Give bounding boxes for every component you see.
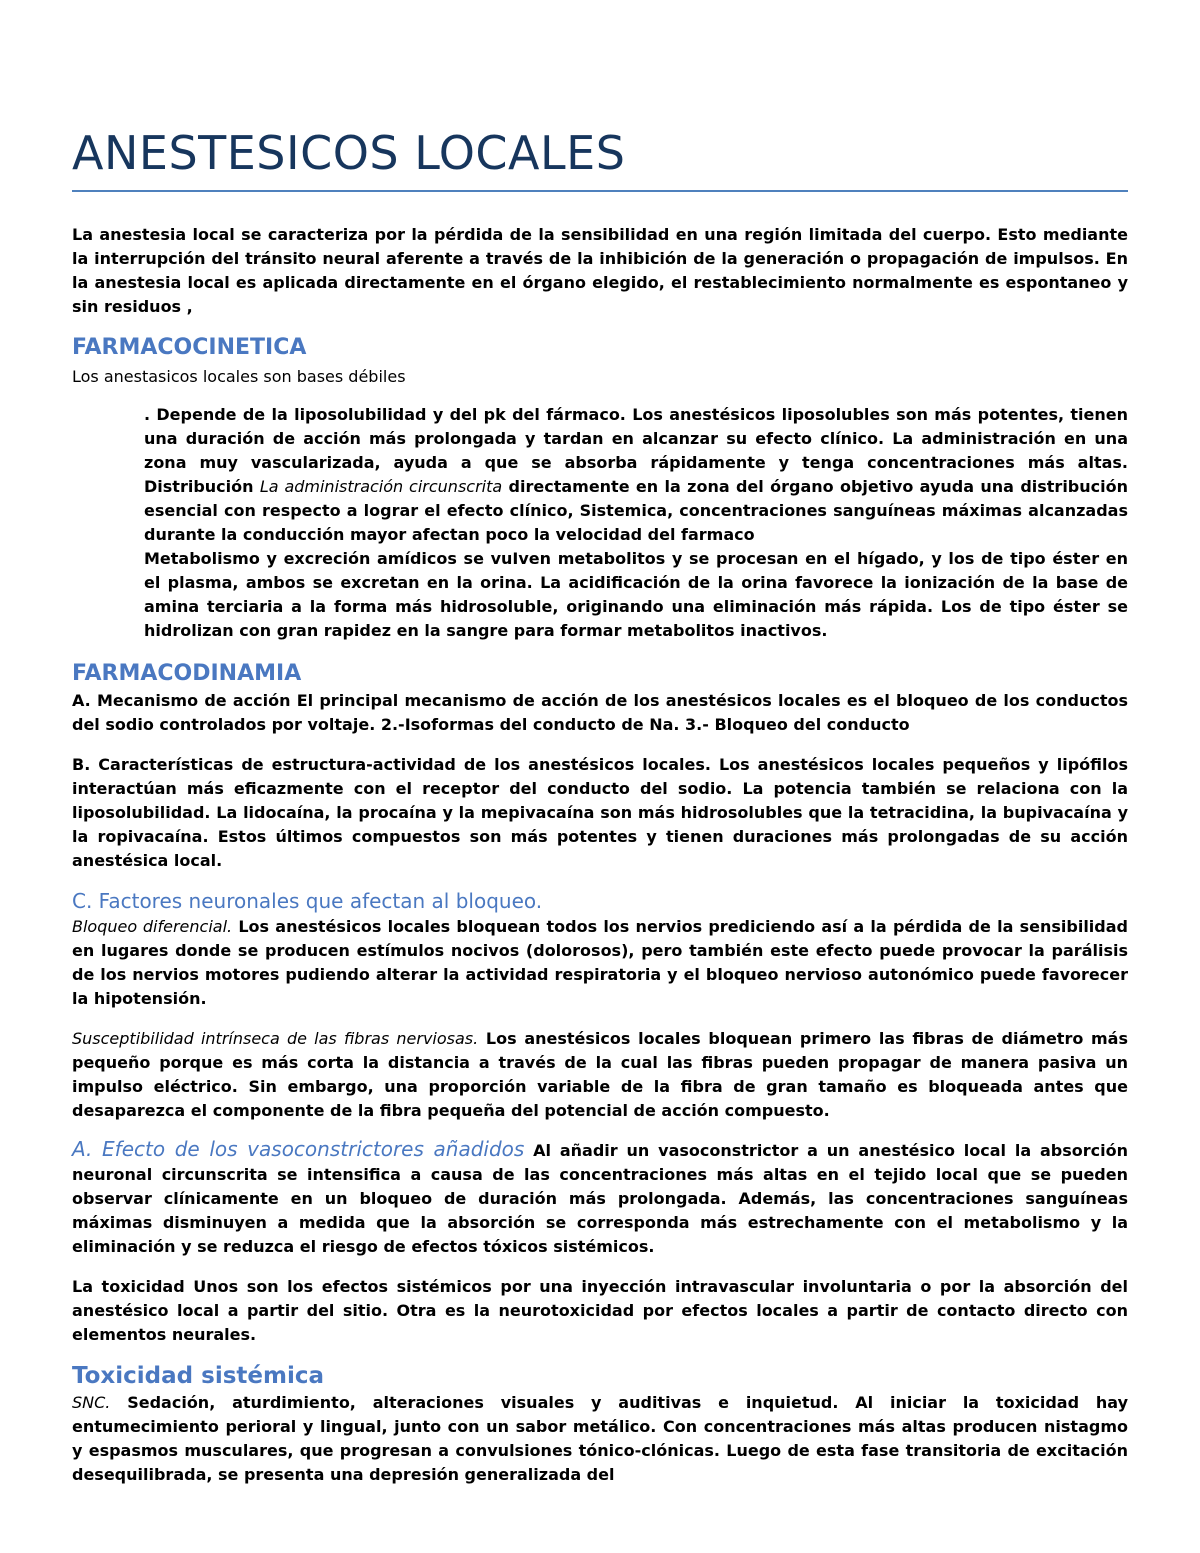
farmacocinetica-paragraph-1 [144, 403, 1128, 547]
farmacocinetica-p1-italic: La administración circunscrita [259, 477, 503, 496]
farmacodinamia-paragraph-a: A. Mecanismo de acción El principal mecanismo de acción de los anestésicos locales es el bloqueo de los conductos del sodio controlados por voltaje. 2.-Isoformas del conducto de Na. 3.- Bloqueo del conducto [72, 691, 1128, 734]
vasoconstrictores-text: Al añadir un vasoconstrictor a un anestésico local la absorción neuronal circunscrita se intensifica a causa de las concentraciones más altas en el tejido local que se pueden observar clínicamente en un bloqueo de duración más prolongada. Además, las concentraciones sanguíneas máximas disminuyen a medida que la absorción se corresponda más estrechamente con el metabolismo y la eliminación y se reduzca el riesgo de efectos tóxicos sistémicos. [72, 1141, 1128, 1256]
document-page [72, 118, 1128, 1487]
intro-paragraph: La anestesia local se caracteriza por la pérdida de la sensibilidad en una región limitada del cuerpo. Esto mediante la interrupción del tránsito neural aferente a través de la inhibición de la generación o propagación de impulsos. En la anestesia local es aplicada directamente en el órgano elegido, el restablecimiento normalmente es espontaneo y sin residuos , [72, 225, 1128, 316]
vasoconstrictores-paragraph [72, 1137, 1128, 1259]
farmacocinetica-body [144, 403, 1128, 643]
factores-paragraph-2 [72, 1027, 1128, 1123]
toxicidad-sistemica-italic: SNC. [72, 1393, 111, 1412]
toxicidad-sistemica-heading: Toxicidad sistémica [72, 1363, 324, 1389]
factores-p1-italic: Bloqueo diferencial. [72, 917, 233, 936]
farmacodinamia-paragraph-b: B. Características de estructura-actividad de los anestésicos locales. Los anestésicos locales pequeños y lipófilos interactúan más eficazmente con el receptor del conducto del sodio. La potencia también se relaciona con la liposolubilidad. La lidocaína, la procaína y la mepivacaína son más hidrosolubles que la tetracidina, la bupivacaína y la ropivacaína. Estos últimos compuestos son más potentes y tienen duraciones más prolongadas de su acción anestésica local. [72, 755, 1128, 870]
farmacocinetica-p1-text-a: . Depende de la liposolubilidad y del pk del fármaco. Los anestésicos liposolubles son más potentes, tienen una duración de acción más prolongada y tardan en alcanzar su efecto clínico. La administración en una zona muy vascularizada, ayuda a que se absorba rápidamente y tenga concentraciones más altas. Distribución [144, 405, 1128, 496]
farmacocinetica-paragraph-2: Metabolismo y excreción amídicos se vuIven metabolitos y se procesan en el hígado, y los de tipo éster en el plasma, ambos se excretan en la orina. La acidificación de la orina favorece la ionización de la base de amina terciaria a la forma más hidrosoluble, originando una eliminación más rápida. Los de tipo éster se hidrolizan con gran rapidez en la sangre para formar metabolitos inactivos. [144, 549, 1128, 640]
factores-p2-italic: Susceptibilidad intrínseca de las fibras nerviosas. [72, 1029, 479, 1048]
farmacodinamia-heading: FARMACODINAMIA [72, 661, 302, 686]
farmacocinetica-p1-text-b: directamente en la zona del órgano objetivo ayuda una distribución esencial con respecto a lograr el efecto clínico, Sistemica, concentraciones sanguíneas máximas alcanzadas durante la conducción mayor afectan poco la velocidad del farmaco [144, 477, 1129, 544]
toxicidad-sistemica-paragraph [72, 1391, 1128, 1487]
document-title: ANESTESICOS LOCALES [72, 118, 1128, 192]
toxicidad-sistemica-text: Sedación, aturdimiento, alteraciones visuales y auditivas e inquietud. Al iniciar la toxicidad hay entumecimiento perioral y lingual, junto con un sabor metálico. Con concentraciones más altas producen nistagmo y espasmos musculares, que progresan a convulsiones tónico-clónicas. Luego de esta fase transitoria de excitación desequilibrada, se presenta una depresión generalizada del [72, 1393, 1128, 1484]
factores-p1-text: Los anestésicos locales bloquean todos los nervios prediciendo así a la pérdida de la sensibilidad en lugares donde se producen estímulos nocivos (dolorosos), pero también este efecto puede provocar la parálisis de los nervios motores pudiendo alterar la actividad respiratoria y el bloqueo nervioso autonómico puede favorecer la hipotensión. [72, 917, 1128, 1008]
factores-p2-text: Los anestésicos locales bloquean primero las fibras de diámetro más pequeño porque es más corta la distancia a través de la cual las fibras pueden propagar de manera pasiva un impulso eléctrico. Sin embargo, una proporción variable de la fibra de gran tamaño es bloqueada antes que desaparezca el componente de la fibra pequeña del potencial de acción compuesto. [72, 1029, 1129, 1120]
factores-heading: C. Factores neuronales que afectan al bloqueo. [72, 889, 543, 913]
farmacocinetica-heading: FARMACOCINETICA [72, 335, 307, 360]
toxicidad-paragraph: La toxicidad Unos son los efectos sistémicos por una inyección intravascular involuntaria o por la absorción del anestésico local a partir del sitio. Otra es la neurotoxicidad por efectos locales a partir de contacto directo con elementos neurales. [72, 1277, 1128, 1344]
vasoconstrictores-heading: A. Efecto de los vasoconstrictores añadidos [72, 1137, 525, 1161]
farmacocinetica-subtitle: Los anestasicos locales son bases débiles [72, 367, 406, 386]
factores-paragraph-1 [72, 915, 1128, 1011]
